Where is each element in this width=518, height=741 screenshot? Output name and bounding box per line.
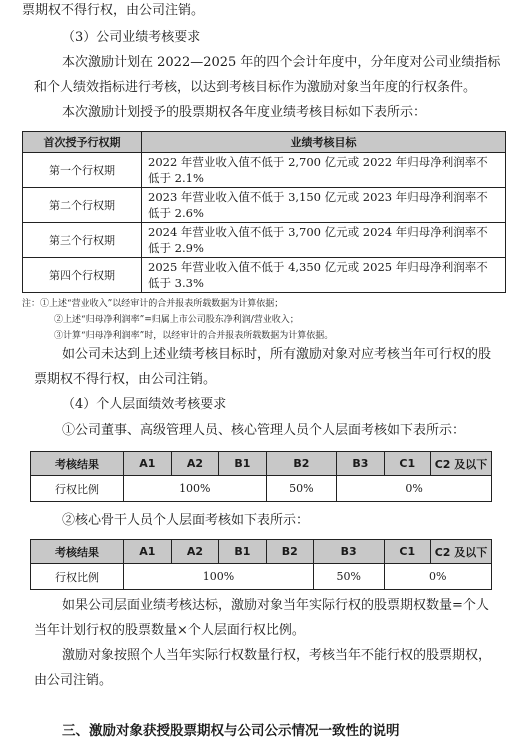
section3-heading: （3）公司业绩考核要求 bbox=[62, 30, 201, 45]
col-header: 考核结果 bbox=[31, 540, 124, 564]
note-1: 注：①上述“营业收入”以经审计的合并报表所载数据为计算依据； bbox=[22, 299, 284, 309]
col-header: C2 及以下 bbox=[431, 540, 492, 564]
col-header: B3 bbox=[337, 452, 384, 476]
col-header: B2 bbox=[266, 452, 337, 476]
ratio-50: 50% bbox=[266, 476, 337, 502]
col-header: B1 bbox=[219, 540, 266, 564]
row-label: 行权比例 bbox=[31, 476, 124, 502]
row-target: 2023 年营业收入值不低于 3,150 亿元或 2023 年归母净利润率不低于 2.6% bbox=[142, 188, 506, 223]
table-row bbox=[23, 258, 506, 293]
row-target: 2024 年营业收入值不低于 3,700 亿元或 2024 年归母净利润率不低于 2.9% bbox=[142, 223, 506, 258]
sub2: ②核心骨干人员个人层面考核如下表所示： bbox=[62, 513, 310, 528]
rating-table-core-staff bbox=[30, 539, 492, 590]
ratio-0: 0% bbox=[384, 564, 492, 590]
table-row bbox=[23, 223, 506, 258]
para1-line2: 和个人绩效指标进行考核，以达到考核目标作为激励对象当年度的行权条件。 bbox=[34, 80, 477, 95]
para2: 本次激励计划授予的股票期权各年度业绩考核目标如下表所示： bbox=[62, 105, 427, 120]
row-period: 第二个行权期 bbox=[23, 188, 142, 223]
col-header: B3 bbox=[313, 540, 384, 564]
ratio-100: 100% bbox=[124, 564, 314, 590]
table-row bbox=[31, 476, 492, 502]
para4-line2: 当年计划行权的股票数量×个人层面行权比例。 bbox=[34, 623, 305, 638]
col-header: A1 bbox=[124, 452, 172, 476]
table-row bbox=[23, 188, 506, 223]
table-header-target: 业绩考核目标 bbox=[142, 132, 506, 153]
row-period: 第一个行权期 bbox=[23, 153, 142, 188]
ratio-0: 0% bbox=[337, 476, 492, 502]
section-heading: 三、激励对象获授股票期权与公司公示情况一致性的说明 bbox=[62, 723, 400, 739]
ratio-50: 50% bbox=[313, 564, 384, 590]
row-period: 第三个行权期 bbox=[23, 223, 142, 258]
row-period: 第四个行权期 bbox=[23, 258, 142, 293]
col-header: C2 及以下 bbox=[431, 452, 492, 476]
para5-line1: 激励对象按照个人当年实际行权数量行权，考核当年不能行权的股票期权， bbox=[62, 648, 492, 663]
table-row bbox=[31, 564, 492, 590]
section4-heading: （4）个人层面绩效考核要求 bbox=[62, 397, 227, 412]
para3-line2: 票期权不得行权，由公司注销。 bbox=[34, 372, 217, 387]
col-header: A1 bbox=[124, 540, 172, 564]
para3-line1: 如公司未达到上述业绩考核目标时，所有激励对象对应考核当年可行权的股 bbox=[62, 347, 492, 362]
col-header: A2 bbox=[171, 540, 219, 564]
col-header: A2 bbox=[171, 452, 219, 476]
col-header: 考核结果 bbox=[31, 452, 124, 476]
col-header: C1 bbox=[384, 540, 431, 564]
para1-line1: 本次激励计划在 2022—2025 年的四个会计年度中，分年度对公司业绩指标 bbox=[62, 55, 501, 70]
row-label: 行权比例 bbox=[31, 564, 124, 590]
note-2: ②上述“归母净利润率”=归属上市公司股东净利润/营业收入； bbox=[54, 315, 299, 325]
col-header: B2 bbox=[266, 540, 313, 564]
performance-target-table bbox=[22, 131, 506, 293]
para5-line2: 由公司注销。 bbox=[34, 673, 113, 688]
ratio-100: 100% bbox=[124, 476, 267, 502]
rating-table-executives bbox=[30, 451, 492, 502]
sub1: ①公司董事、高级管理人员、核心管理人员个人层面考核如下表所示： bbox=[62, 423, 466, 438]
table-row bbox=[23, 153, 506, 188]
col-header: B1 bbox=[219, 452, 266, 476]
top-line: 票期权不得行权，由公司注销。 bbox=[22, 3, 205, 18]
para4-line1: 如果公司层面业绩考核达标，激励对象当年实际行权的股票期权数量=个人 bbox=[62, 598, 489, 613]
row-target: 2022 年营业收入值不低于 2,700 亿元或 2022 年归母净利润率不低于 2.1% bbox=[142, 153, 506, 188]
row-target: 2025 年营业收入值不低于 4,350 亿元或 2025 年归母净利润率不低于 3.3% bbox=[142, 258, 506, 293]
note-3: ③计算“归母净利润率”时，以经审计的合并报表所载数据为计算依据。 bbox=[54, 331, 334, 341]
col-header: C1 bbox=[384, 452, 431, 476]
table-header-period: 首次授予行权期 bbox=[23, 132, 142, 153]
